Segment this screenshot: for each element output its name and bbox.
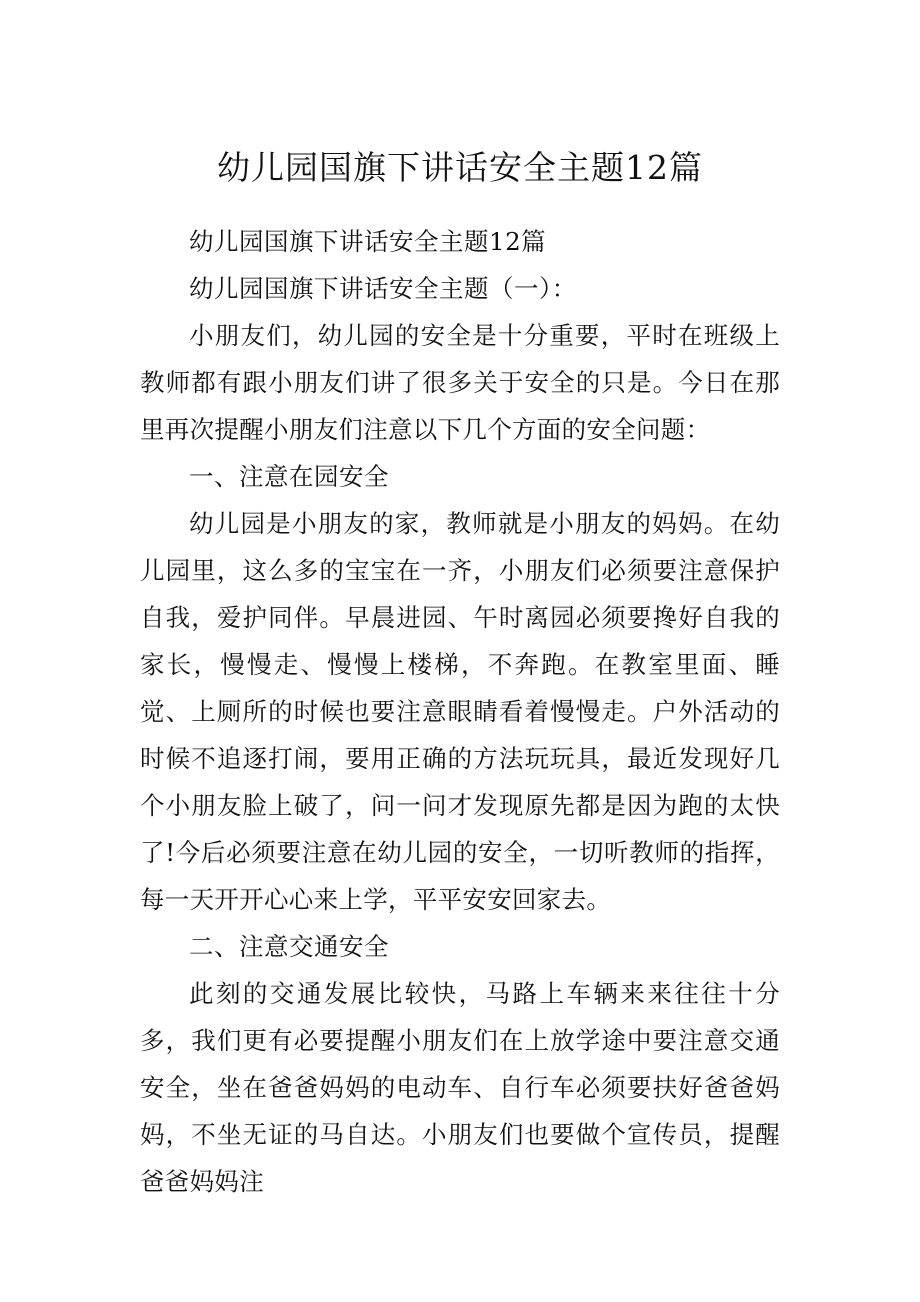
paragraph-section-heading: 幼儿园国旗下讲话安全主题（一）： bbox=[189, 274, 577, 303]
document-title: 幼儿园国旗下讲话安全主题12篇 bbox=[217, 148, 703, 187]
paragraph-heading-1: 一、注意在园安全 bbox=[189, 462, 389, 491]
paragraph-campus-safety: 幼儿园是小朋友的家，教师就是小朋友的妈妈。在幼儿园里，这么多的宝宝在一齐，小朋友们必须要注意保护自我，爱护同伴。早晨进园、午时离园必须要搀好自我的家长，慢慢走、慢慢上楼梯，不奔跑。在教室里面、睡觉、上厕所的时候也要注意眼睛看着慢慢走。户外活动的时候不追逐打闹，要用正确的方法玩玩具，最近发现好几个小朋友脸上破了，问一问才发现原先都是因为跑的太快了!今后必须要注意在幼儿园的安全，一切听教师的指挥，每一天开开心心来上学，平平安安回家去。 bbox=[140, 509, 780, 914]
paragraph-traffic-safety: 此刻的交通发展比较快，马路上车辆来来往往十分多，我们更有必要提醒小朋友们在上放学途中要注意交通安全，坐在爸爸妈妈的电动车、自行车必须要扶好爸爸妈妈，不坐无证的马自达。小朋友们也要做个宣传员，提醒爸爸妈妈注 bbox=[140, 979, 780, 1196]
paragraph-intro: 小朋友们，幼儿园的安全是十分重要，平时在班级上教师都有跟小朋友们讲了很多关于安全的只是。今日在那里再次提醒小朋友们注意以下几个方面的安全问题： bbox=[140, 321, 780, 444]
paragraph-subtitle: 幼儿园国旗下讲话安全主题12篇 bbox=[189, 227, 547, 256]
document-body bbox=[140, 218, 780, 1205]
paragraph-heading-2: 二、注意交通安全 bbox=[189, 932, 389, 961]
